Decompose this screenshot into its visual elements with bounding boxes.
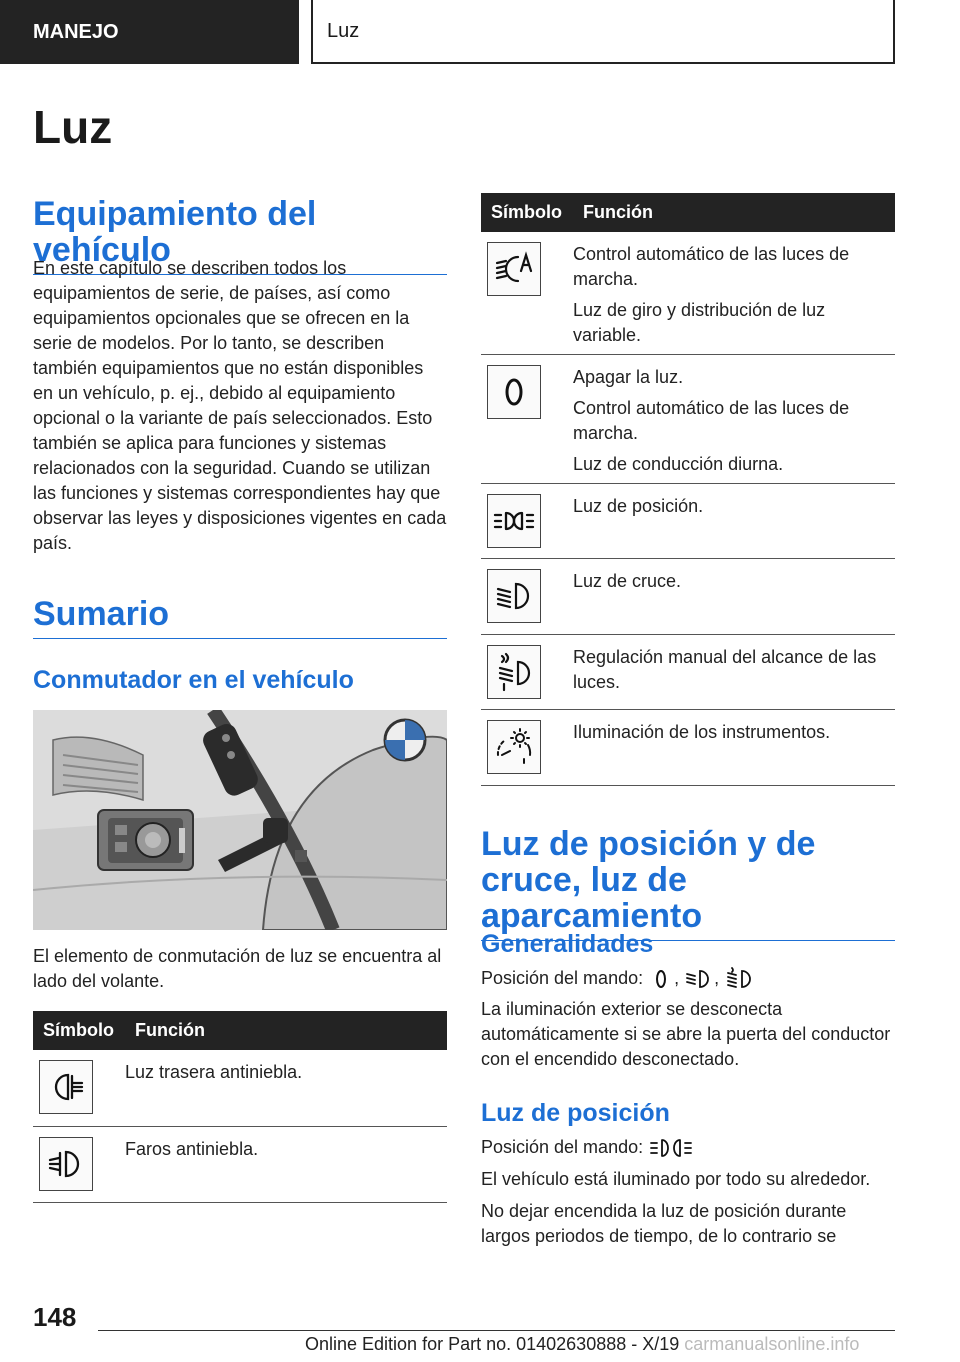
subsection-title-generalidades: Generalidades bbox=[481, 930, 654, 958]
left-table-header-function: Función bbox=[125, 1011, 447, 1050]
section-title-equipamiento: Equipamiento del vehículo bbox=[33, 196, 447, 275]
table-row bbox=[481, 484, 895, 559]
footer-divider bbox=[98, 1330, 895, 1331]
function-text: Luz de conducción diurna. bbox=[573, 454, 784, 474]
instrument-lighting-icon bbox=[487, 720, 541, 774]
section-title-posicion-cruce: Luz de posición y de cruce, luz de aparcamiento bbox=[481, 826, 895, 941]
section-title-sumario: Sumario bbox=[33, 596, 447, 639]
function-text: Luz trasera antiniebla. bbox=[125, 1062, 303, 1082]
function-text: Control automático de las luces de marcha. bbox=[573, 244, 850, 289]
parking-light-icon bbox=[724, 967, 754, 991]
lights-off-icon bbox=[648, 967, 674, 991]
low-beam-icon bbox=[684, 967, 714, 991]
table-row bbox=[33, 1050, 447, 1126]
light-switch-photo bbox=[33, 710, 447, 930]
table-row bbox=[481, 232, 895, 355]
function-text: Control automático de las luces de marcha. bbox=[573, 398, 850, 443]
luz-posicion-mando-line bbox=[481, 1135, 895, 1160]
parking-light-icon bbox=[487, 494, 541, 548]
header-chapter-tab bbox=[311, 0, 895, 64]
luz-posicion-line2: No dejar encendida la luz de posición durante largos periodos de tiempo, de lo contrario se bbox=[481, 1201, 847, 1246]
generalidades-mando-line bbox=[481, 966, 895, 991]
auto-headlight-icon bbox=[487, 242, 541, 296]
function-text: Apagar la luz. bbox=[573, 367, 684, 387]
page-number: 148 bbox=[33, 1302, 77, 1332]
posicion-mando-label: Posición del mando: bbox=[481, 1137, 644, 1157]
footer-edition: Online Edition for Part no. 01402630888 - X/19 bbox=[305, 1334, 680, 1354]
left-table-header-symbol: Símbolo bbox=[33, 1011, 125, 1050]
subsection-title-conmutador: Conmutador en el vehículo bbox=[33, 666, 354, 694]
lights-off-icon bbox=[487, 365, 541, 419]
right-table-header-symbol: Símbolo bbox=[481, 193, 573, 232]
sumario-caption: El elemento de conmutación de luz se encuentra al lado del volante. bbox=[33, 946, 442, 991]
comma-separator: , bbox=[674, 968, 680, 988]
posicion-mando-label: Posición del mando: bbox=[481, 968, 644, 988]
low-beam-icon bbox=[487, 569, 541, 623]
table-row bbox=[33, 1126, 447, 1202]
front-fog-light-icon bbox=[39, 1137, 93, 1191]
function-text: Luz de posición. bbox=[573, 496, 704, 516]
table-row bbox=[481, 635, 895, 710]
luz-posicion-line1: El vehículo está iluminado por todo su alrededor. bbox=[481, 1169, 871, 1189]
parking-light-icon bbox=[648, 1136, 694, 1160]
function-text: Luz de cruce. bbox=[573, 571, 682, 591]
subsection-title-luz-posicion: Luz de posición bbox=[481, 1099, 670, 1127]
function-text: Luz de giro y distribución de luz variable. bbox=[573, 300, 826, 345]
equipamiento-body: En este capítulo se describen todos los equipamientos de serie, de países, así como equipamientos opcionales que se ofrecen en la serie de modelos. Por lo tanto, se describen también equipamientos que no están disponibles en un vehículo, p. ej., debido al equipamiento opcional o la variante de país seleccionados. Esto también se aplica para funciones y sistemas relacionados con la seguridad. Cuando se utilizan las funciones y sistemas correspondientes hay que observar las leyes y disposiciones vigentes en cada país. bbox=[33, 258, 447, 553]
page-title: Luz bbox=[33, 101, 113, 153]
left-symbol-table bbox=[33, 1011, 447, 1203]
right-table-header-function: Función bbox=[573, 193, 895, 232]
table-row bbox=[481, 710, 895, 786]
function-text: Iluminación de los instrumentos. bbox=[573, 722, 831, 742]
headlight-range-icon bbox=[487, 645, 541, 699]
function-text: Regulación manual del alcance de las luces. bbox=[573, 647, 877, 692]
generalidades-body: La iluminación exterior se desconecta automáticamente si se abre la puerta del conductor con el encendido desconectado. bbox=[481, 999, 891, 1069]
table-row bbox=[481, 355, 895, 484]
header-section-label: MANEJO bbox=[33, 20, 119, 43]
header-section-tab bbox=[0, 0, 299, 64]
rear-fog-light-icon bbox=[39, 1060, 93, 1114]
table-row bbox=[481, 559, 895, 635]
comma-separator: , bbox=[714, 968, 720, 988]
right-symbol-table bbox=[481, 193, 895, 786]
function-text: Faros antiniebla. bbox=[125, 1138, 259, 1159]
footer-edition-line bbox=[305, 1334, 859, 1355]
header-chapter-label: Luz bbox=[327, 19, 360, 42]
footer-watermark: carmanualsonline.info bbox=[684, 1334, 860, 1354]
